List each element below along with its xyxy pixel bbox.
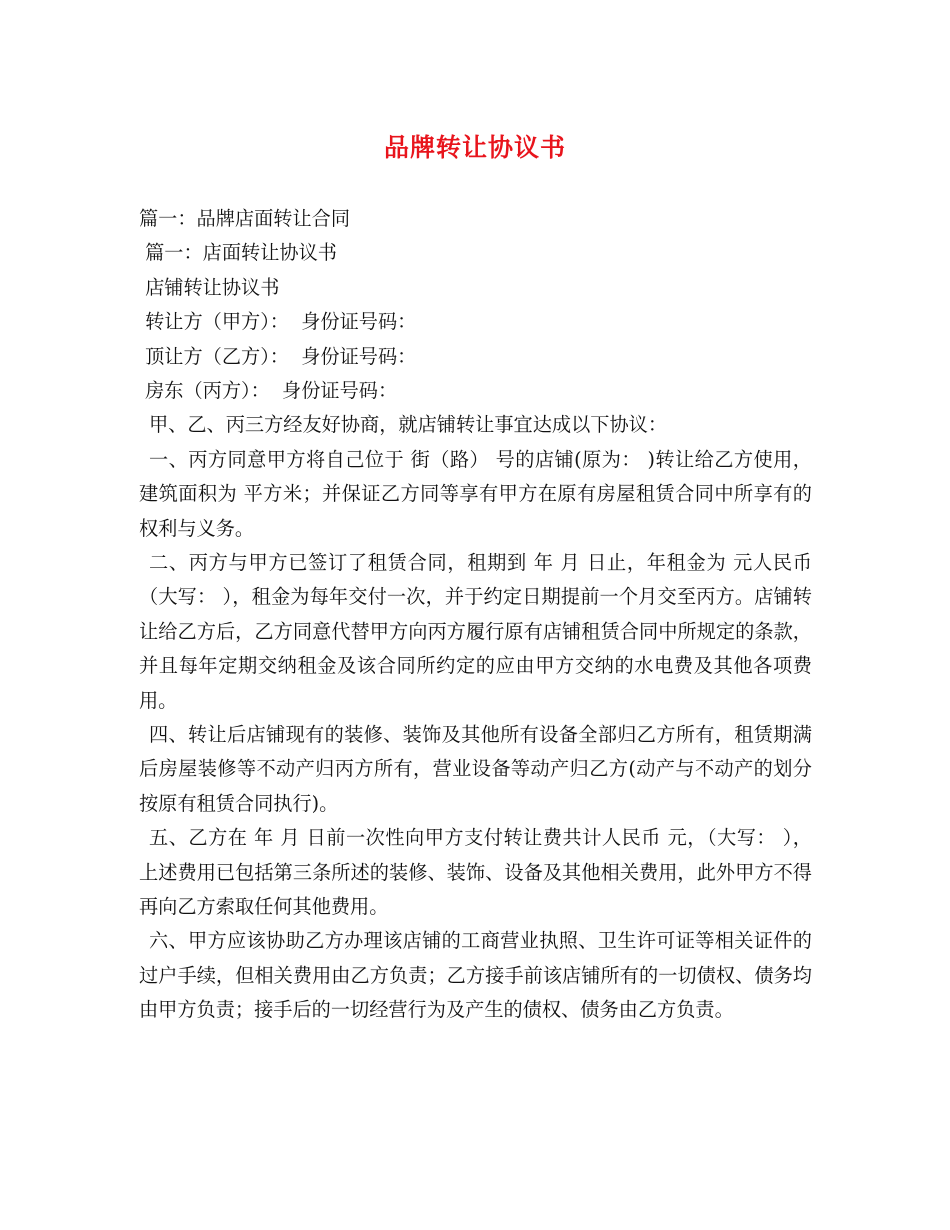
section-heading: 篇一：品牌店面转让合同 <box>139 207 351 230</box>
party-b-line: 顶让方（乙方）： 身份证号码： <box>139 344 417 368</box>
party-c-line: 房东（丙方）： 身份证号码： <box>139 378 398 402</box>
clause-4: 四、转让后店铺现有的装修、装饰及其他所有设备全部归乙方所有，租赁期满后房屋装修等不动产归丙方所有，营业设备等动产归乙方(动产与不动产的划分按原有租赁合同执行)。 <box>139 723 812 815</box>
document-title: 品牌转让协议书 <box>383 133 566 162</box>
party-a-line: 转让方（甲方）： 身份证号码： <box>139 310 417 334</box>
subsection-heading: 篇一：店面转让协议书 <box>139 241 337 265</box>
clause-1: 一、丙方同意甲方将自己位于 街（路） 号的店铺(原为： )转让给乙方使用，建筑面积为 平方米；并保证乙方同等享有甲方在原有房屋租赁合同中所享有的权利与义务。 <box>139 447 812 540</box>
agreement-intro: 甲、乙、丙三方经友好协商，就店铺转让事宜达成以下协议： <box>149 413 668 437</box>
agreement-heading: 店铺转让协议书 <box>139 275 280 299</box>
clause-5: 五、乙方在 年 月 日前一次性向甲方支付转让费共计人民币 元，（大写： ），上述费用已包括第三条所述的装修、装饰、设备及其他相关费用，此外甲方不得再向乙方索取任何其他费用。 <box>139 826 812 919</box>
clause-2: 二、丙方与甲方已签订了租赁合同，租期到 年 月 日止，年租金为 元人民币（大写： ），租金为每年交付一次，并于约定日期提前一个月交至丙方。店铺转让给乙方后，乙方同意代替甲方向丙方履行原有店铺租赁合同中所规定的条款，并且每年定期交纳租金及该合同所约定的应由甲方交纳的水电费及其他各项费用。 <box>139 550 812 712</box>
clause-6: 六、甲方应该协助乙方办理该店铺的工商营业执照、卫生许可证等相关证件的过户手续，但相关费用由乙方负责；乙方接手前该店铺所有的一切债权、债务均由甲方负责；接手后的一切经营行为及产生的债权、债务由乙方负责。 <box>139 929 812 1022</box>
document-body <box>139 202 812 1028</box>
